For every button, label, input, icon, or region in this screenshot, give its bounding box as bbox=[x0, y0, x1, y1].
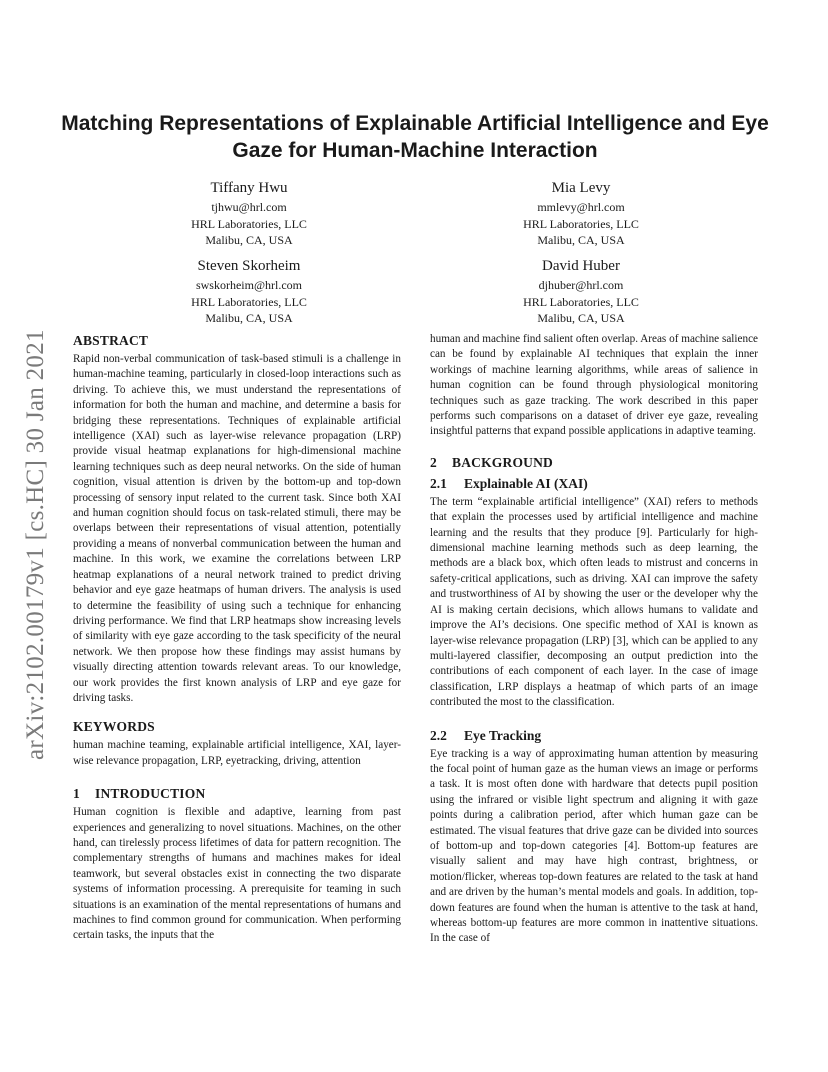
abstract-heading: ABSTRACT bbox=[73, 333, 149, 348]
abstract-text: Rapid non-verbal communication of task-based stimuli is a challenge in human-machine teaming, particularly in closed-loop interactions such as driving. To achieve this, we must understand the representations of information for both the human and machine, and determine a basis for bridging these representations. Techniques of explainable artificial intelligence (XAI) such as layer-wise relevance propagation (LRP) provide visual heatmap explanations for high-dimensional machine learning techniques such as deep neural networks. On the side of human cognition, visual attention is driven by the bottom-up and top-down processing of sensory input related to the current task. Since both XAI and human cognition should focus on task-related stimuli, there may be overlaps between their representations of visual attention, potentially providing a means of nonverbal communication between the human and machine. In this work, we examine the correlations between LRP heatmap explanations of a neural network trained to predict driving behavior and eye gaze heatmaps of human drivers. The analysis is used to determine the feasibility of using such a technique for enhancing driving performance. We find that LRP heatmaps show increasing levels of similarity with eye gaze according to the task specificity of the neural network. We then propose how these findings may assist humans by visually directing attention towards relevant areas. To our knowledge, our work provides the first known analysis of LRP and eye gaze for driving tasks. bbox=[73, 353, 401, 704]
author-email: tjhwu@hrl.com bbox=[211, 200, 287, 214]
introduction-continuation: human and machine find salient often overlap. Areas of machine salience can be found by explainable AI techniques that explain the inner workings of machine learning algorithms, while areas of salience in human cognition can be found through physiological monitoring techniques such as gaze tracking. The work described in this paper performs such comparisons on a dataset of driver eye gaze, revealing insightful patterns that expand possible applications in adaptive teaming. bbox=[430, 333, 758, 438]
author-name: David Huber bbox=[542, 258, 620, 274]
right-column bbox=[430, 332, 758, 947]
author-block bbox=[129, 257, 369, 327]
author-org: HRL Laboratories, LLC bbox=[191, 216, 307, 231]
author-org: HRL Laboratories, LLC bbox=[523, 216, 639, 231]
background-heading bbox=[430, 454, 758, 472]
section-title: BACKGROUND bbox=[452, 454, 554, 470]
author-block bbox=[461, 179, 701, 249]
keywords-heading: KEYWORDS bbox=[73, 719, 155, 735]
section-title: INTRODUCTION bbox=[95, 786, 206, 802]
xai-text: The term “explainable artificial intelligence” (XAI) refers to methods that explain the processes used by artificial intelligence and machine learning and the results that they produce [9]. Particularly for high-dimensional machine learning methods such as deep learning, the methods are a black box, which often leads to mistrust and concerns in safety-critical applications, such as driving. XAI can improve the safety and trustworthiness of AI by showing the user or the developer why the AI is making certain decisions, which allows humans to validate and improve the AI’s decisions. One specific method of XAI is known as layer-wise relevance propagation (LRP) [3], which can be applied to any multi-layered classifier, decomposing an output prediction into the contributions of each component of each layer. In the case of image classification, LRP displays a heatmap of which parts of an image contributed the most to the classification. bbox=[430, 495, 758, 709]
author-block bbox=[461, 257, 701, 327]
author-email: djhuber@hrl.com bbox=[538, 278, 624, 292]
keywords-text: human machine teaming, explainable artificial intelligence, XAI, layer-wise relevance propagation, LRP, eyetracking, driving, attention bbox=[73, 739, 401, 767]
author-location: Malibu, CA, USA bbox=[205, 311, 293, 325]
author-name: Mia Levy bbox=[551, 180, 611, 196]
subsection-number: 2.1 bbox=[430, 475, 447, 491]
author-block bbox=[129, 179, 369, 249]
left-column bbox=[73, 332, 401, 944]
author-name: Tiffany Hwu bbox=[210, 180, 288, 196]
author-org: HRL Laboratories, LLC bbox=[191, 294, 307, 309]
xai-heading bbox=[430, 475, 758, 493]
subsection-title: Eye Tracking bbox=[464, 727, 542, 743]
author-name: Steven Skorheim bbox=[197, 258, 301, 274]
section-number: 1 bbox=[73, 786, 80, 802]
subsection-title: Explainable AI (XAI) bbox=[464, 475, 588, 491]
author-org: HRL Laboratories, LLC bbox=[523, 294, 639, 309]
introduction-heading bbox=[73, 785, 401, 803]
author-email: swskorheim@hrl.com bbox=[195, 278, 303, 292]
introduction-text: Human cognition is flexible and adaptive, learning from past experiences and generalizing to novel situations. Machines, on the other hand, can tirelessly process lifetimes of data for pattern recognition. The complementary strengths of humans and machines makes for ideal teamwork, but several obstacles exist in connecting the two disparate systems of information processing. A prerequisite for teaming in such situations is an examination of the mental representations of humans and machines to find common ground for communication. When performing certain tasks, the inputs that the bbox=[73, 806, 401, 942]
author-location: Malibu, CA, USA bbox=[537, 311, 625, 325]
eye-tracking-text: Eye tracking is a way of approximating human attention by measuring the focal point of human gaze as the human views an image or performs a task. It is most often done with hardware that detects pupil position using the infrared or visible light spectrum and aligning it with gaze points during a calibration period, after which human gaze can be estimated. The visual features that drive gaze can be divided into sources of bottom-up and top-down categories [4]. Bottom-up features are visually salient and may have high contrast, brightness, or motion/flicker, whereas top-down features are related to the task at hand and are driven by the human’s mental models and goals. In addition, top-down features are found when the human is attentive to the task at hand, whereas bottom-up features are more common in inattentive situations. In the case of bbox=[430, 747, 758, 945]
author-location: Malibu, CA, USA bbox=[205, 233, 293, 247]
eye-tracking-heading bbox=[430, 727, 758, 745]
subsection-number: 2.2 bbox=[430, 727, 447, 743]
section-number: 2 bbox=[430, 454, 437, 470]
paper-title: Matching Representations of Explainable Artificial Intelligence and Eye Gaze for Human-Machine Interaction bbox=[61, 112, 769, 162]
arxiv-identifier: arXiv:2102.00179v1 [cs.HC] 30 Jan 2021 bbox=[22, 329, 49, 760]
author-location: Malibu, CA, USA bbox=[537, 233, 625, 247]
author-email: mmlevy@hrl.com bbox=[537, 200, 625, 214]
